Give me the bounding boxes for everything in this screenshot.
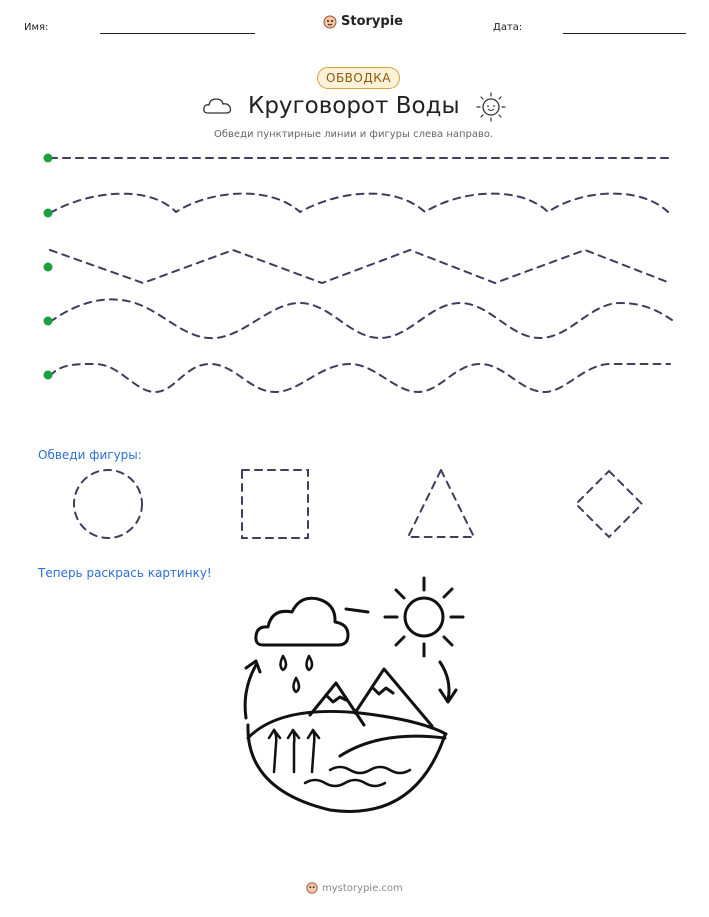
trace-shapes [0,460,709,550]
logo-icon [306,882,318,894]
trace-line-zigzag[interactable] [50,250,670,283]
trace-circle[interactable] [74,470,142,538]
start-dot [44,371,53,380]
start-dot [44,209,53,218]
trace-diamond[interactable] [576,471,642,537]
category-badge: ОБВОДКА [317,67,400,89]
start-dot [44,263,53,272]
footer-url[interactable]: mystorypie.com [322,882,403,894]
shapes-heading: Обведи фигуры: [38,448,142,462]
start-dot [44,317,53,326]
water-cycle-illustration[interactable] [230,575,480,825]
footer [306,882,403,894]
instructions: Обведи пунктирные линии и фигуры слева направо. [214,129,494,140]
trace-line-bumps[interactable] [50,364,670,392]
trace-square[interactable] [242,470,308,538]
trace-triangle[interactable] [408,470,474,537]
brand-name: Storypie [341,14,403,29]
trace-line-wave-deep[interactable] [50,299,672,338]
coloring-heading: Теперь раскрась картинку! [38,566,212,580]
start-dot [44,154,53,163]
trace-line-wave-gentle[interactable] [50,194,668,213]
tracing-lines [0,0,709,420]
date-label: Дата: [493,22,523,33]
page-title: Круговорот Воды [248,93,460,119]
name-label: Имя: [24,22,49,33]
